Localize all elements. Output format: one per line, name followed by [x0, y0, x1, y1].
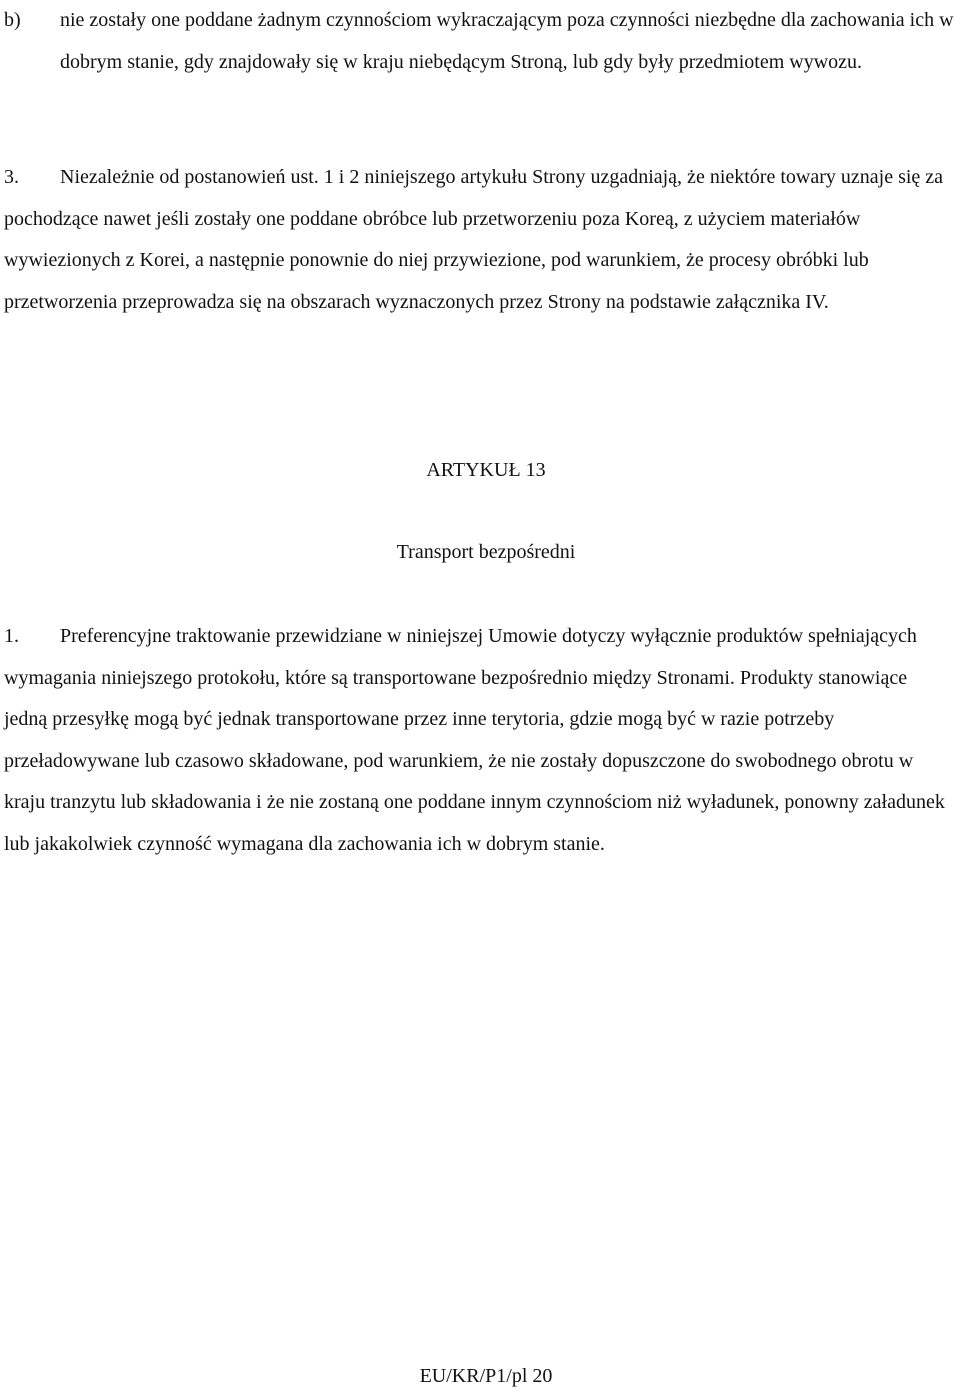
- item-1-body: [4, 616, 954, 865]
- item-marker-3: 3.: [4, 166, 19, 188]
- item-3-text: Niezależnie od postanowień ust. 1 i 2 niniejszego artykułu Strony uzgadniają, że niektóre towary uznaje się za pochodzące nawet jeśli zostały one poddane obróbce lub przetworzeniu poza Koreą, z użyciem materiałów wywiezionych z Korei, a następnie ponownie do niej przywiezione, pod warunkiem, że procesy obróbki lub przetworzenia przeprowadza się na obszarach wyznaczonych przez Strony na podstawie załącznika IV.: [4, 166, 944, 313]
- item-b-text: nie zostały one poddane żadnym czynnościom wykraczającym poza czynności niezbędne dla zachowania ich w dobrym stanie, gdy znajdowały się w kraju niebędącym Stroną, lub gdy były przedmiotem wywozu.: [60, 9, 954, 73]
- article-heading: ARTYKUŁ 13: [426, 459, 546, 481]
- item-marker-1: 1.: [4, 625, 19, 647]
- paragraph-item-1: [4, 616, 954, 865]
- paragraph-item-3: [4, 157, 954, 323]
- page-footer: EU/KR/P1/pl 20: [419, 1365, 553, 1387]
- item-marker-b: b): [4, 9, 21, 31]
- paragraph-item-b: [4, 0, 954, 83]
- article-title: Transport bezpośredni: [396, 541, 576, 563]
- item-3-body: [4, 157, 954, 323]
- item-1-text: Preferencyjne traktowanie przewidziane w niniejszej Umowie dotyczy wyłącznie produktów spełniających wymagania niniejszego protokołu, które są transportowane bezpośrednio między Stronami. Produkty stanowiące jedną przesyłkę mogą być jednak transportowane przez inne terytoria, gdzie mogą być w razie potrzeby przeładowywane lub czasowo składowane, pod warunkiem, że nie zostały dopuszczone do swobodnego obrotu w kraju tranzytu lub składowania i że nie zostaną one poddane innym czynnościom niż wyładunek, ponowny załadunek lub jakakolwiek czynność wymagana dla zachowania ich w dobrym stanie.: [4, 625, 945, 855]
